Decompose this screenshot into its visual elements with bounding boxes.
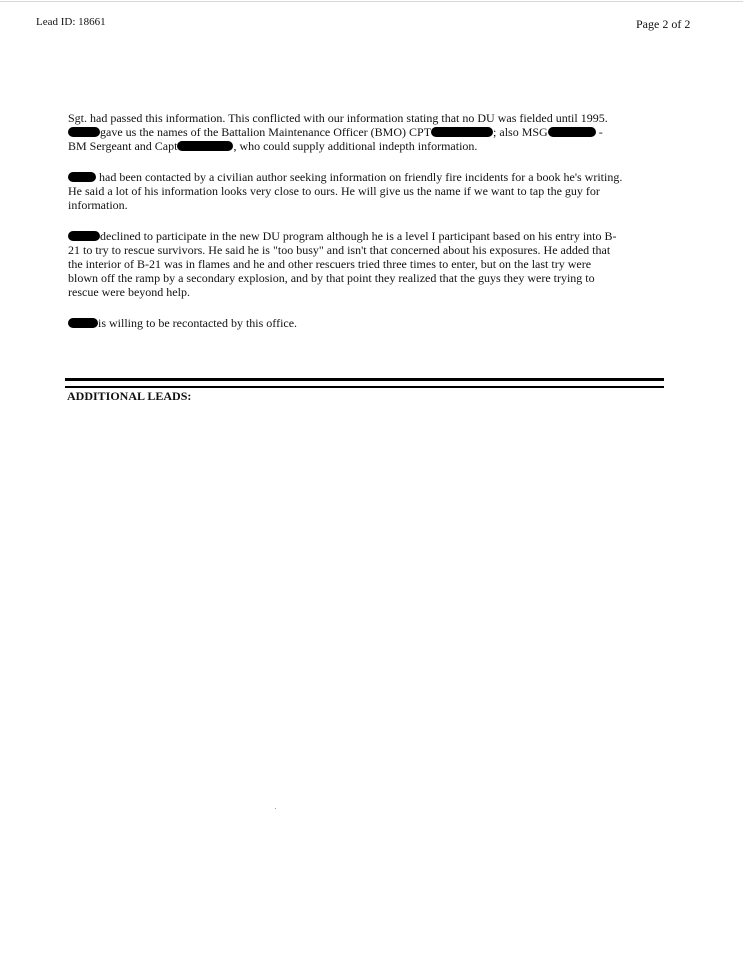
line: is willing to be recontacted by this office. (98, 316, 298, 330)
line: , who could supply additional indepth information. (233, 139, 478, 153)
line: He said a lot of his information looks very close to ours. He will give us the name if we want to tap the guy for (68, 184, 600, 198)
redaction (68, 127, 100, 137)
lead-id: Lead ID: 18661 (36, 16, 106, 28)
redaction (431, 127, 493, 137)
line: Sgt. had passed this information. This conflicted with our information stating that no DU was fielded until 1995. (68, 111, 608, 125)
paragraph-1 (68, 111, 638, 153)
line: declined to participate in the new DU program although he is a level I participant based on his entry into B- (100, 229, 617, 243)
section-divider-heavy (65, 378, 664, 381)
additional-leads-heading: ADDITIONAL LEADS: (67, 389, 192, 403)
redaction (68, 318, 98, 328)
line: gave us the names of the Battalion Maintenance Officer (BMO) CPT (100, 125, 432, 139)
redaction (177, 141, 233, 151)
redaction (68, 172, 96, 182)
line: blown off the ramp by a secondary explosion, and by that point they realized that the guys they were trying to (68, 271, 595, 285)
paragraph-3 (68, 229, 638, 299)
line: information. (68, 198, 128, 212)
line: rescue were beyond help. (68, 285, 190, 299)
paragraph-4 (68, 316, 638, 330)
scan-speck (275, 808, 276, 809)
paragraph-2 (68, 170, 638, 212)
line: - (595, 125, 603, 139)
redaction (548, 127, 596, 137)
line: ; also MSG (493, 125, 548, 139)
redaction (68, 231, 100, 241)
section-divider-light (65, 386, 664, 388)
line: the interior of B-21 was in flames and he and other rescuers tried three times to enter, but on the last try were (68, 257, 592, 271)
line: 21 to try to rescue survivors. He said he is "too busy" and isn't that concerned about his exposures. He added that (68, 243, 611, 257)
page-number: Page 2 of 2 (636, 17, 691, 31)
line: had been contacted by a civilian author seeking information on friendly fire incidents for a book he's writing. (96, 170, 623, 184)
scan-top-edge-line (0, 1, 743, 2)
line: BM Sergeant and Capt (68, 139, 178, 153)
